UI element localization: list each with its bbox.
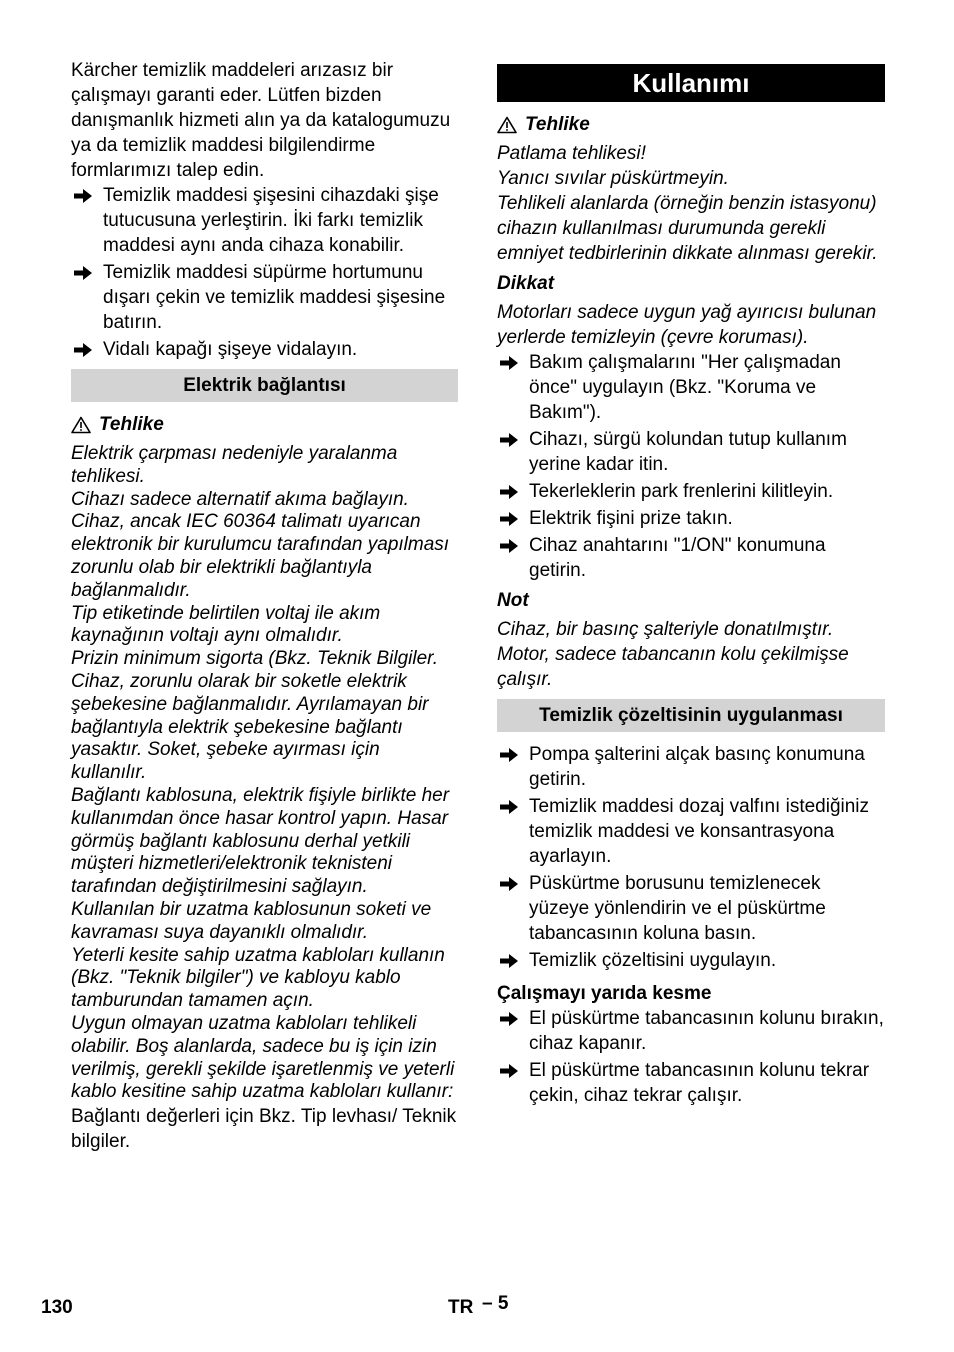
section-heading-electrical: Elektrik bağlantısı	[71, 369, 458, 402]
arrow-right-icon	[499, 742, 521, 767]
warning-body	[71, 443, 458, 1104]
list-item	[71, 183, 458, 258]
cleaning-steps	[497, 742, 885, 973]
arrow-right-icon	[499, 1006, 521, 1031]
closing-paragraph: Bağlantı değerleri için Bkz. Tip levhası/ Teknik bilgiler.	[71, 1106, 457, 1153]
warning-label: Tehlike	[525, 114, 590, 135]
caution-text: Motorları sadece uygun yağ ayırıcısı bulunan yerlerde temizleyin (çevre koruması).	[497, 302, 877, 348]
list-item	[497, 1058, 885, 1108]
arrow-right-icon	[499, 506, 521, 531]
arrow-right-icon	[499, 533, 521, 558]
warning-paragraph: Prizin minimum sigorta (Bkz. Teknik Bilgiler.	[71, 648, 439, 670]
warning-paragraph: Cihaz, zorunlu olarak bir soketle elektrik şebekesine bağlanmalıdır. Ayrılamayan bir bağlantıyla elektrik şebekesine bağlantı yasaktır. Soket, şebeke ayırması için kullanılır.	[71, 670, 429, 784]
note-body	[497, 617, 885, 692]
step-text: El püskürtme tabancasının kolunu tekrar çekin, cihaz tekrar çalışır.	[529, 1060, 870, 1106]
list-item	[497, 948, 885, 973]
list-item	[497, 350, 885, 425]
warning-paragraph: Tip etiketinde belirtilen voltaj ile akım kaynağının voltajı aynı olmalıdır.	[71, 602, 381, 647]
list-item	[71, 260, 458, 335]
arrow-right-icon	[499, 1058, 521, 1083]
main-title: Kullanımı	[497, 64, 885, 102]
caution-label: Dikkat	[497, 273, 555, 294]
note-label: Not	[497, 590, 529, 611]
warning-body	[497, 141, 885, 266]
arrow-right-icon	[499, 948, 521, 973]
step-text: Temizlik çözeltisini uygulayın.	[529, 950, 777, 971]
warning-paragraph: Kullanılan bir uzatma kablosunun soketi ve kavraması suya dayanıklı olmalıdır.	[71, 898, 432, 943]
list-item	[497, 506, 885, 531]
arrow-right-icon	[73, 260, 95, 285]
arrow-right-icon	[499, 794, 521, 819]
step-text: El püskürtme tabancasının kolunu bırakın, cihaz kapanır.	[529, 1008, 884, 1054]
warning-paragraph: Elektrik çarpması nedeniyle yaralanma tehlikesi.	[71, 443, 398, 487]
subsection-title: Çalışmayı yarıda kesme	[497, 983, 712, 1004]
warning-triangle-icon	[497, 116, 517, 134]
warning-paragraph: Yeterli kesite sahip uzatma kabloları kullanın (Bkz. "Teknik bilgiler") ve kabloyu kablo tamburundan tamamen açın.	[71, 944, 445, 1012]
step-text: Vidalı kapağı şişeye vidalayın.	[103, 339, 358, 360]
left-column	[71, 58, 458, 1154]
step-text: Cihazı, sürgü kolundan tutup kullanım yerine kadar itin.	[529, 429, 847, 475]
warning-paragraph: Cihazı sadece alternatif akıma bağlayın.	[71, 488, 409, 510]
arrow-right-icon	[499, 427, 521, 452]
note-paragraph: Motor, sadece tabancanın kolu çekilmişse çalışır.	[497, 644, 849, 690]
arrow-right-icon	[73, 183, 95, 208]
list-item	[71, 337, 458, 362]
warning-paragraph: Cihaz, ancak IEC 60364 talimatı uyarıcan elektronik bir kurulumcu tarafından yapılması zorunlu olab bir elektrikli bağlantıyla bağlanmalıdır.	[71, 511, 450, 601]
list-item	[497, 742, 885, 792]
warning-heading	[71, 412, 458, 437]
list-item	[497, 1006, 885, 1056]
arrow-right-icon	[499, 871, 521, 896]
arrow-right-icon	[499, 350, 521, 375]
warning-paragraph: Uygun olmayan uzatma kabloları tehlikeli olabilir. Boş alanlarda, sadece bu iş için izin verilmiş, gerekli şekilde işaretlenmiş ve yeterli kablo kesitine sahip uzatma kabloları kullanır:	[71, 1012, 455, 1103]
warning-paragraph: Tehlikeli alanlarda (örneğin benzin istasyonu) cihazın kullanılması durumunda gerekli emniyet tedbirlerinin dikkate alınması gerekir.	[497, 193, 878, 264]
step-text: Elektrik fişini prize takın.	[529, 508, 733, 529]
section-heading-cleaning: Temizlik çözeltisinin uygulanması	[497, 699, 885, 732]
list-item	[497, 533, 885, 583]
warning-label: Tehlike	[99, 414, 164, 435]
step-text: Cihaz anahtarını "1/ON" konumuna getirin.	[529, 535, 826, 581]
list-item	[497, 479, 885, 504]
warning-paragraph: Yanıcı sıvılar püskürtmeyin.	[497, 168, 729, 189]
warning-triangle-icon	[71, 416, 91, 434]
page-number: 130	[41, 1297, 73, 1318]
note-paragraph: Cihaz, bir basınç şalteriyle donatılmıştır.	[497, 619, 834, 640]
step-text: Temizlik maddesi şişesini cihazdaki şişe tutucusuna yerleştirin. İki farkı temizlik maddesi aynı anda cihaza konabilir.	[103, 185, 439, 256]
warning-heading	[497, 112, 885, 137]
intro-paragraph: Kärcher temizlik maddeleri arızasız bir çalışmayı garanti eder. Lütfen bizden danışmanlık hizmeti alın ya da katalogumuzu ya da temizlik maddesi bilgilendirme formlarımızı talep edin.	[71, 60, 451, 181]
step-text: Temizlik maddesi dozaj valfını istediğiniz temizlik maddesi ve konsantrasyona ayarlayın.	[529, 796, 870, 867]
step-text: Bakım çalışmalarını "Her çalışmadan önce" uygulayın (Bkz. "Koruma ve Bakım").	[529, 352, 841, 423]
step-text: Temizlik maddesi süpürme hortumunu dışarı çekin ve temizlik maddesi şişesine batırın.	[103, 262, 446, 333]
list-item	[497, 871, 885, 946]
step-text: Tekerleklerin park frenlerini kilitleyin.	[529, 481, 834, 502]
footer-section-page: – 5	[482, 1293, 509, 1314]
footer-language: TR	[448, 1297, 474, 1318]
warning-paragraph: Patlama tehlikesi!	[497, 143, 646, 164]
arrow-right-icon	[73, 337, 95, 362]
arrow-right-icon	[499, 479, 521, 504]
step-text: Pompa şalterini alçak basınç konumuna getirin.	[529, 744, 865, 790]
step-text: Püskürtme borusunu temizlenecek yüzeye yönlendirin ve el püskürtme tabancasının koluna basın.	[529, 873, 826, 944]
list-item	[497, 794, 885, 869]
right-column	[497, 64, 885, 1108]
list-item	[497, 427, 885, 477]
warning-paragraph: Bağlantı kablosuna, elektrik fişiyle birlikte her kullanımdan önce hasar kontrol yapın. Hasar görmüş bağlantı kablosunu derhal yetkili müşteri hizmetleri/elektronik teknisteni tarafından değiştirilmesini sağlayın.	[71, 784, 450, 898]
